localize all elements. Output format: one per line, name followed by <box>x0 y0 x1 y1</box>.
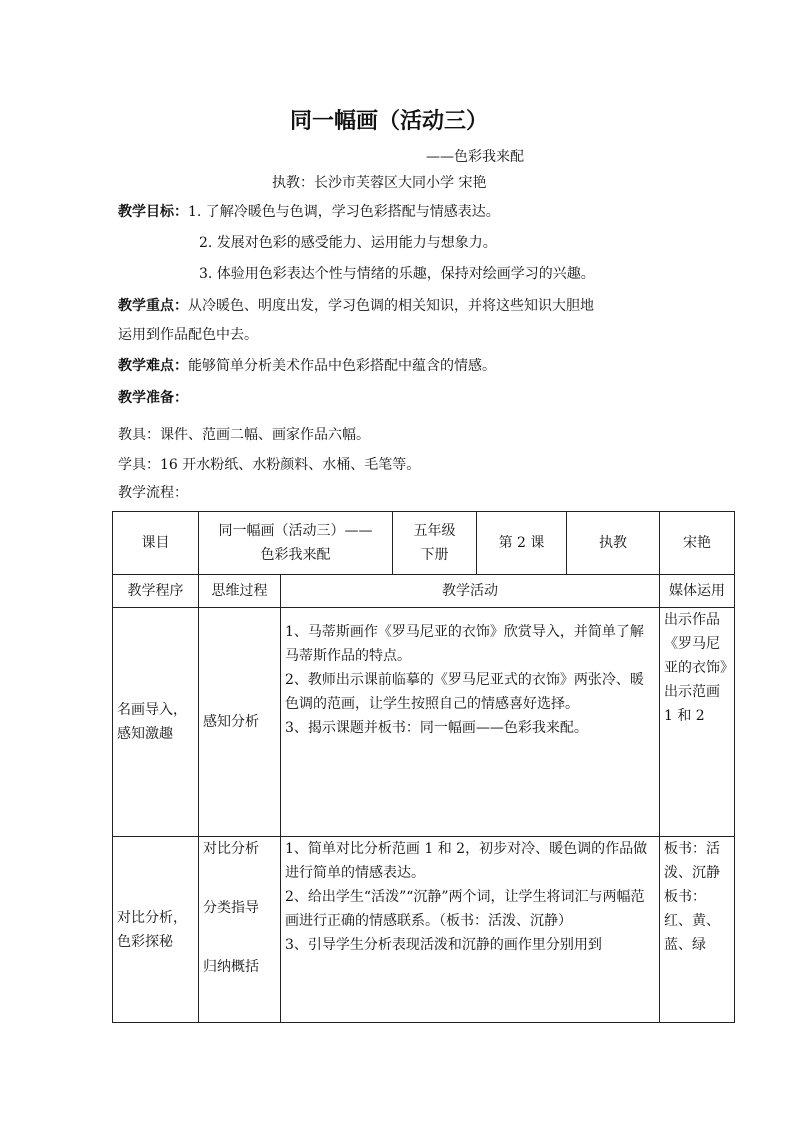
teacher-label: 执教 <box>599 535 627 551</box>
activity-item: 3、揭示课题并板书：同一幅画——色彩我来配。 <box>285 720 588 736</box>
objectives-row <box>118 202 500 222</box>
process-label: 教学流程： <box>118 485 188 501</box>
teacher-label-cell <box>567 512 660 575</box>
lesson-cell <box>477 512 567 575</box>
activity-item: 1、马蒂斯画作《罗马尼亚的衣饰》欣赏导入，并简单了解马蒂斯作品的特点。 <box>285 624 644 664</box>
thinking-header: 思维过程 <box>199 575 281 608</box>
difficulty-label: 教学难点： <box>118 358 188 374</box>
media-cell <box>660 837 735 1023</box>
activity-item: 2、给出学生“活泼”“沉静”两个词，让学生将词汇与两幅范画进行正确的情感联系。（板书：活泼、沉静） <box>285 889 645 929</box>
procedure-cell <box>113 837 199 1023</box>
thinking-cell <box>199 608 281 837</box>
lesson-table <box>112 511 735 1023</box>
activity-item: 3、引导学生分析表现活泼和沉静的画作里分别用到 <box>285 937 602 953</box>
procedure-text: 名画导入，感知激趣 <box>117 702 187 742</box>
prep-label: 教学准备： <box>118 390 188 406</box>
grade-cell <box>393 512 477 575</box>
difficulty-row <box>118 356 496 376</box>
media-header: 媒体运用 <box>660 575 735 608</box>
table-row <box>113 575 735 608</box>
table-row <box>113 837 735 1023</box>
subject-line-2: 色彩我来配 <box>260 547 331 563</box>
activity-item: 2、教师出示课前临摹的《罗马尼亚式的衣饰》两张冷、暖色调的范画，让学生按照自己的情感喜好选择。 <box>285 672 644 712</box>
grade-line-2: 下册 <box>420 547 449 563</box>
subject-label-cell <box>113 512 199 575</box>
focus-label: 教学重点： <box>118 298 188 314</box>
media-text: 出示作品《罗马尼亚的衣饰》出示范画 1 和 2 <box>664 612 727 724</box>
subject-cell <box>199 512 393 575</box>
activity-item: 1、简单对比分析范画 1 和 2，初步对冷、暖色调的作品做进行简单的情感表达。 <box>285 841 648 881</box>
focus-row <box>118 296 594 316</box>
thinking-cell <box>199 837 281 1023</box>
thinking-item: 归纳概括 <box>203 959 259 975</box>
procedure-header: 教学程序 <box>113 575 199 608</box>
procedure-cell <box>113 608 199 837</box>
media-cell <box>660 608 735 837</box>
difficulty-text: 能够简单分析美术作品中色彩搭配中蕴含的情感。 <box>188 358 496 374</box>
page-subtitle: ——色彩我来配 <box>426 149 524 165</box>
activity-cell <box>281 608 660 837</box>
teacher-name: 宋艳 <box>683 535 711 551</box>
media-text: 板书：活泼、沉静 板书：红、黄、蓝、绿 <box>664 841 720 953</box>
table-row <box>113 608 735 837</box>
procedure-text: 对比分析，色彩探秘 <box>117 909 187 950</box>
tools-text: 教具：课件、范画二幅、画家作品六幅。 <box>118 427 370 443</box>
focus-text-1: 从冷暖色、明度出发，学习色调的相关知识，并将这些知识大胆地 <box>188 298 594 314</box>
activity-cell <box>281 837 660 1023</box>
subject-label: 课目 <box>141 535 170 551</box>
teacher-info: 执教：长沙市芙蓉区大同小学 宋艳 <box>272 175 487 191</box>
lesson-number: 第 2 课 <box>498 535 545 551</box>
objective-2: 2. 发展对色彩的感受能力、运用能力与想象力。 <box>199 235 497 251</box>
page-title: 同一幅画（活动三） <box>290 108 489 134</box>
student-tools-text: 学具：16 开水粉纸、水粉颜料、水桶、毛笔等。 <box>118 457 421 473</box>
activity-header: 教学活动 <box>281 575 660 608</box>
focus-text-2: 运用到作品配色中去。 <box>118 327 258 343</box>
thinking-item: 分类指导 <box>203 900 259 916</box>
thinking-text: 感知分析 <box>203 714 259 730</box>
subject-line-1: 同一幅画（活动三）—— <box>218 523 373 539</box>
objectives-label: 教学目标： <box>118 204 188 220</box>
objective-1: 1. 了解冷暖色与色调，学习色彩搭配与情感表达。 <box>188 204 500 220</box>
thinking-item: 对比分析 <box>203 841 259 857</box>
grade-line-1: 五年级 <box>413 523 456 539</box>
objective-3: 3. 体验用色彩表达个性与情绪的乐趣，保持对绘画学习的兴趣。 <box>199 266 595 282</box>
teacher-name-cell <box>660 512 735 575</box>
table-row <box>113 512 735 575</box>
